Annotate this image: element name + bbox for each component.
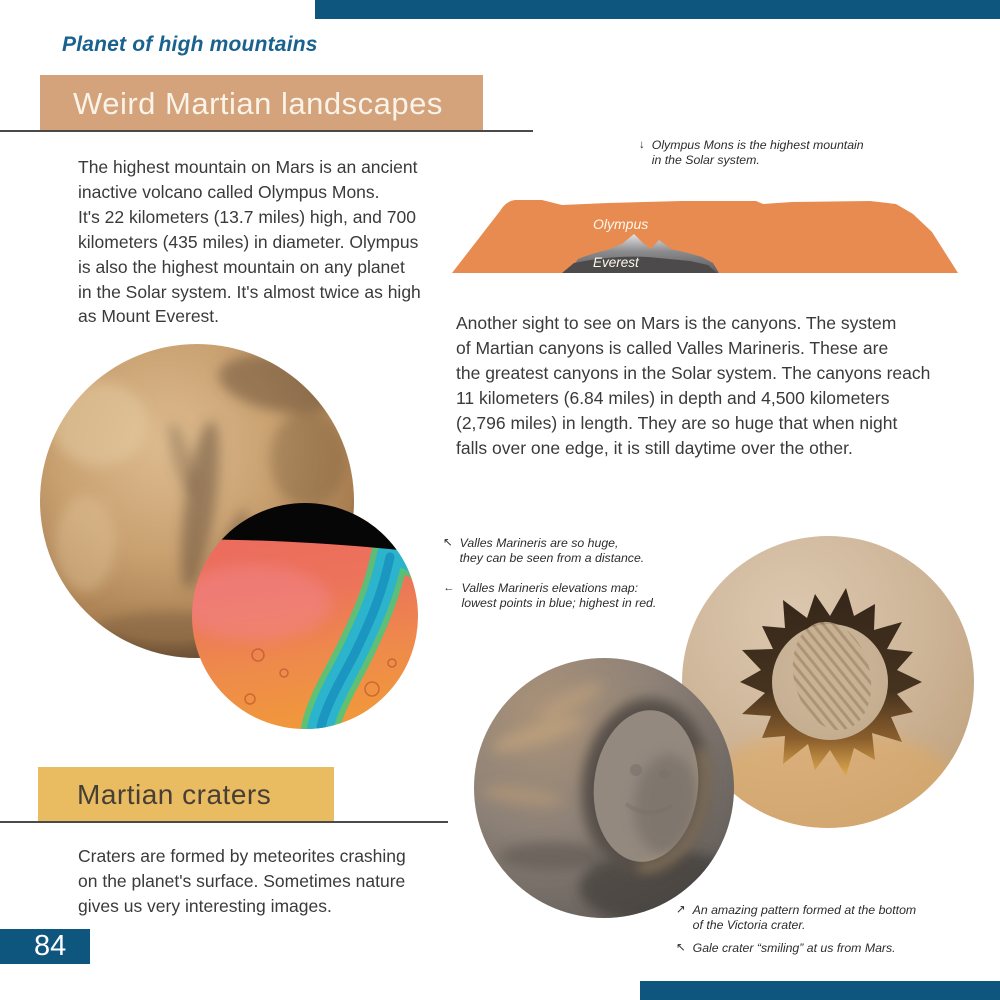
section-kicker: Planet of high mountains xyxy=(62,33,318,56)
craters-paragraph: Craters are formed by meteorites crashing on the planet's surface. Sometimes nature gives us very interesting images. xyxy=(78,846,406,916)
gale-crater-caption-text: Gale crater “smiling” at us from Mars. xyxy=(692,941,896,955)
craters-title-box xyxy=(38,767,334,823)
left-arrow-icon: ← xyxy=(443,582,455,594)
page-number-box xyxy=(0,929,90,964)
landscapes-title: Weird Martian landscapes xyxy=(73,85,443,121)
divider-line-top xyxy=(0,130,533,132)
victoria-crater-caption-text: An amazing pattern formed at the bottom of the Victoria crater. xyxy=(692,903,917,932)
landscapes-title-box xyxy=(40,75,483,132)
divider-line-bottom xyxy=(0,821,448,823)
valles-distance-caption xyxy=(443,536,644,566)
olympus-label: Olympus xyxy=(593,216,649,232)
valles-map-caption xyxy=(443,581,656,611)
valles-map-caption-text: Valles Marineris elevations map: lowest points in blue; highest in red. xyxy=(461,581,657,610)
gale-crater-image xyxy=(474,658,734,918)
valles-marineris-elevation-image xyxy=(192,503,418,729)
up-left-arrow-icon: ↖ xyxy=(443,537,453,549)
olympus-diagram-caption-text: Olympus Mons is the highest mountain in the Solar system. xyxy=(651,138,864,167)
olympus-everest-diagram xyxy=(450,192,960,273)
everest-label: Everest xyxy=(593,255,639,270)
top-accent-bar xyxy=(315,0,1000,19)
down-arrow-icon: ↓ xyxy=(639,139,645,151)
olympus-diagram-caption xyxy=(639,138,864,168)
craters-title: Martian craters xyxy=(77,779,272,810)
valles-distance-caption-text: Valles Marineris are so huge, they can be seen from a distance. xyxy=(459,536,645,565)
canyons-paragraph: Another sight to see on Mars is the canyons. The system of Martian canyons is called Valles Marineris. These are the greatest canyons in the Solar system. The canyons reach 11 kilometers (6.84 miles) in depth and 4,500 kilometers (2,796 miles) in length. They are so huge that when night falls over one edge, it is still daytime over the other. xyxy=(456,313,931,458)
olympus-paragraph: The highest mountain on Mars is an ancient inactive volcano called Olympus Mons. It's 22 kilometers (13.7 miles) high, and 700 kilometers (435 miles) in diameter. Olympus is also the highest mountain on any planet in the Solar system. It's almost twice as high as Mount Everest. xyxy=(78,157,421,327)
page-number: 84 xyxy=(34,930,67,962)
up-right-arrow-icon: ↗ xyxy=(676,904,686,916)
bottom-accent-bar xyxy=(640,981,1000,1000)
gale-crater-caption xyxy=(676,941,896,956)
up-left-arrow-icon: ↖ xyxy=(676,942,686,954)
